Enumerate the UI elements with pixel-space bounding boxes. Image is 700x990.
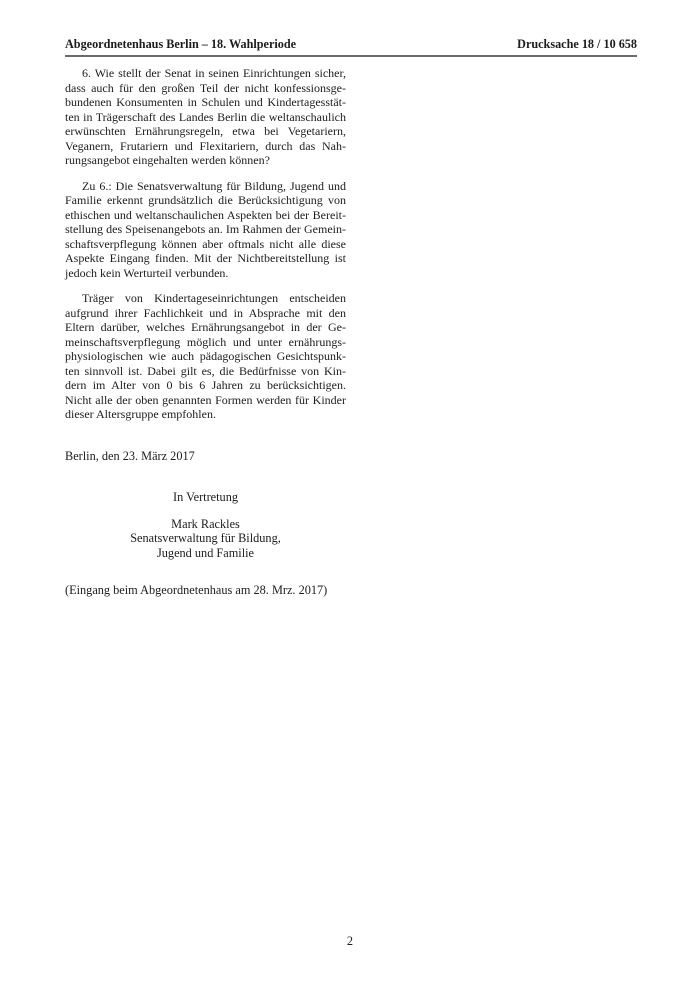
text-line: physiologischen wie auch pädagogischen Gesichtspunk- — [65, 349, 346, 363]
signature-name: Mark Rackles — [171, 516, 240, 531]
text-line: Veganern, Frutariern und Flexitariern, durch das Nah- — [65, 138, 346, 153]
text-line: schaftsverpflegung können aber oftmals nicht alle diese — [65, 236, 346, 251]
signature-org-line-2: Jugend und Familie — [156, 545, 254, 560]
signature-role: In Vertretung — [173, 490, 238, 504]
text-line: erwünschten Ernährungsregeln, etwa bei Vegetariern, — [65, 124, 346, 138]
text-line: ethischen und weltanschaulichen Aspekten bei der Bereit- — [65, 207, 346, 222]
text-line: dass auch für den großen Teil der nicht konfessionsge- — [65, 80, 346, 95]
text-line: jedoch kein Werturteil verbunden. — [65, 265, 229, 280]
text-line: Familie erkennt grundsätzlich die Berücksichtigung von — [65, 193, 346, 207]
text-line: ten sinnvoll ist. Dabei gilt es, die Bedürfnisse von Kin- — [65, 363, 346, 378]
text-line: bundenen Konsumenten in Schulen und Kindertagesstät- — [65, 95, 346, 109]
header-left-title: Abgeordnetenhaus Berlin – 18. Wahlperiode — [65, 37, 297, 51]
text-line: dieser Altersgruppe empfohlen. — [65, 407, 216, 421]
paragraph — [65, 66, 346, 168]
paragraph — [65, 179, 346, 281]
text-line: Träger von Kindertageseinrichtungen entscheiden — [82, 291, 346, 305]
paragraph — [65, 291, 346, 422]
text-line: aufgrund ihrer Fachlichkeit und in Absprache mit den — [65, 305, 346, 320]
header-right-docnumber: Drucksache 18 / 10 658 — [517, 37, 637, 51]
answer-paragraphs — [65, 66, 346, 422]
text-line: meinschaftsverpflegung möglich und unter ernährungs- — [65, 334, 346, 349]
date-line: Berlin, den 23. März 2017 — [65, 449, 195, 463]
signature-block — [65, 490, 346, 560]
header-rule — [65, 55, 637, 57]
text-line: ten in Trägerschaft des Landes Berlin die weltanschaulich — [65, 109, 346, 124]
text-line: Eltern darüber, welches Ernährungsangebot in der Ge- — [65, 320, 346, 334]
signature-org-line-1: Senatsverwaltung für Bildung, — [130, 531, 281, 545]
text-line: Nicht alle der oben genannten Formen werden für Kinder — [65, 392, 346, 407]
receipt-note: (Eingang beim Abgeordnetenhaus am 28. Mrz. 2017) — [65, 583, 328, 597]
text-line: Aspekte Eingang finden. Mit der Nichtbereitstellung ist — [65, 251, 346, 265]
page-number: 2 — [346, 934, 354, 948]
text-line: dern im Alter von 0 bis 6 Jahren zu berücksichtigen. — [65, 378, 346, 392]
page-header — [65, 37, 637, 51]
text-line: 6. Wie stellt der Senat in seinen Einrichtungen sicher, — [82, 66, 346, 80]
text-line: Zu 6.: Die Senatsverwaltung für Bildung, Jugend und — [82, 178, 346, 193]
body-column — [65, 66, 346, 422]
text-line: stellung des Speisenangebots an. Im Rahmen der Gemein- — [65, 222, 346, 236]
text-line: rungsangebot eingehalten werden können? — [65, 153, 270, 167]
